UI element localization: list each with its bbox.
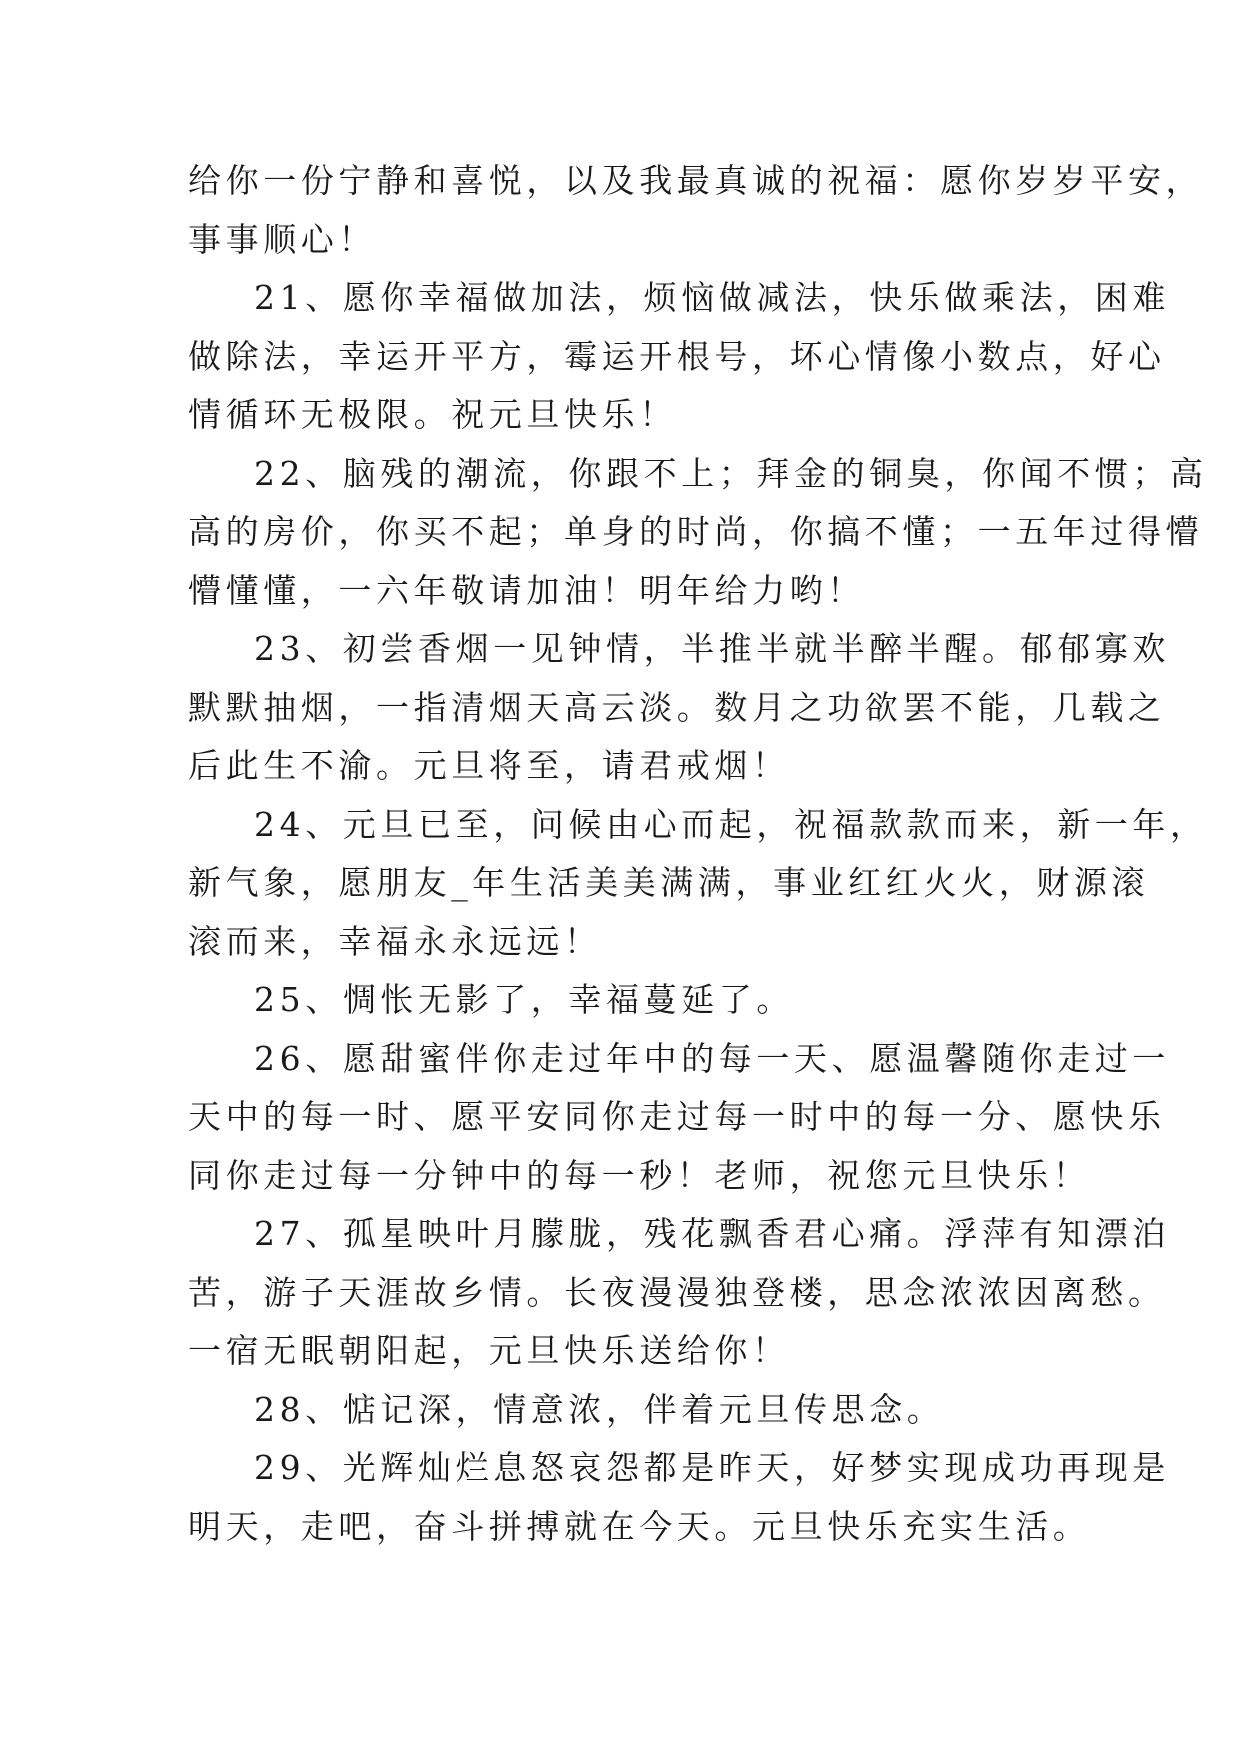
paragraph-item-24 [188, 796, 1208, 972]
paragraph-item-21 [188, 269, 1170, 445]
text-line: 同你走过每一分钟中的每一秒！老师，祝您元旦快乐！ [188, 1155, 1091, 1195]
text-line: 27、孤星映叶月朦胧，残花飘香君心痛。浮萍有知漂泊 [254, 1214, 1170, 1253]
text-line: 苦，游子天涯故乡情。长夜漫漫独登楼，思念浓浓因离愁。 [188, 1272, 1166, 1312]
text-line: 一宿无眠朝阳起，元旦快乐送给你！ [188, 1331, 790, 1370]
paragraph-item-26 [188, 1030, 1170, 1206]
paragraph-item-25 [188, 971, 1088, 1030]
text-line: 新气象，愿朋友_年生活美美满满，事业红红火火，财源滚 [188, 863, 1150, 902]
text-line: 24、元旦已至，问候由心而起，祝福款款而来，新一年， [254, 804, 1208, 844]
paragraph-item-22 [188, 445, 1208, 621]
paragraph-item-28 [188, 1381, 1088, 1440]
document-body [188, 152, 1208, 1556]
text-line: 22、脑残的潮流，你跟不上；拜金的铜臭，你闻不惯；高 [254, 453, 1208, 493]
text-line: 事事顺心！ [188, 219, 376, 259]
text-line: 做除法，幸运开平方，霉运开根号，坏心情像小数点，好心 [188, 336, 1166, 376]
text-line: 懵懂懂，一六年敬请加油！明年给力哟！ [188, 570, 865, 610]
text-line: 给你一份宁静和喜悦，以及我最真诚的祝福：愿你岁岁平安， [188, 161, 1204, 200]
text-line: 滚而来，幸福永永远远！ [188, 921, 602, 961]
text-line: 后此生不渝。元旦将至，请君戒烟！ [188, 746, 790, 785]
text-line: 25、惆怅无影了，幸福蔓延了。 [254, 980, 794, 1019]
text-line: 21、愿你幸福做加法，烦恼做减法，快乐做乘法，困难 [254, 278, 1170, 317]
text-line: 明天，走吧，奋斗拼搏就在今天。元旦快乐充实生活。 [188, 1506, 1091, 1546]
paragraph-item-29 [188, 1439, 1170, 1556]
text-line: 默默抽烟，一指清烟天高云淡。数月之功欲罢不能，几载之 [188, 687, 1166, 727]
paragraph-item-27 [188, 1205, 1170, 1381]
text-line: 23、初尝香烟一见钟情，半推半就半醉半醒。郁郁寡欢 [254, 629, 1170, 668]
text-line: 29、光辉灿烂息怒哀怨都是昨天，好梦实现成功再现是 [254, 1448, 1170, 1487]
text-line: 26、愿甜蜜伴你走过年中的每一天、愿温馨随你走过一 [254, 1038, 1170, 1078]
paragraph-item-23 [188, 620, 1170, 796]
text-line: 高的房价，你买不起；单身的时尚，你搞不懂；一五年过得懵 [188, 512, 1204, 551]
text-line: 天中的每一时、愿平安同你走过每一时中的每一分、愿快乐 [188, 1097, 1166, 1136]
text-line: 情循环无极限。祝元旦快乐！ [188, 395, 677, 434]
text-line: 28、惦记深，情意浓，伴着元旦传思念。 [254, 1389, 945, 1429]
paragraph-intro-continuation [188, 152, 1204, 269]
